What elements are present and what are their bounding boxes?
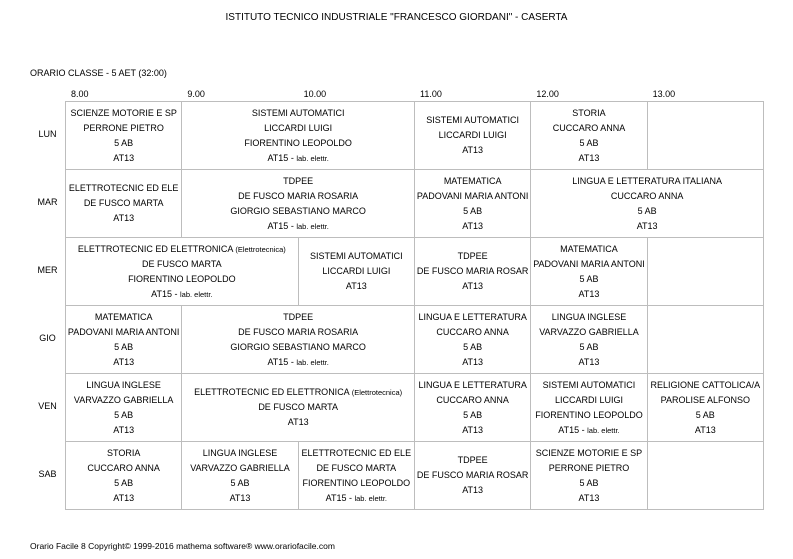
- lesson-cell: [531, 238, 647, 306]
- lesson-detail: AT13: [578, 492, 600, 503]
- subject-name: ELETTROTECNIC ED ELETTRONICA (Elettrotecnica): [194, 387, 403, 397]
- lesson-detail: 5 AB: [114, 477, 134, 488]
- lesson-cell: [66, 238, 299, 306]
- lesson-detail: PADOVANI MARIA ANTONI: [67, 326, 180, 337]
- lesson-detail: AT13: [578, 152, 600, 163]
- lesson-detail: AT13: [636, 220, 658, 231]
- subject-name: SCIENZE MOTORIE E SP: [535, 447, 643, 458]
- lesson-detail: DE FUSCO MARTA: [258, 402, 338, 412]
- school-title: ISTITUTO TECNICO INDUSTRIALE "FRANCESCO GIORDANI" - CASERTA: [225, 12, 568, 23]
- footer-copyright: Orario Facile 8 Copyright© 1999-2016 mathema software® www.orariofacile.com: [30, 541, 335, 551]
- lesson-cell: [648, 374, 764, 442]
- day-label: SAB: [38, 469, 57, 479]
- lesson-detail: AT13: [462, 220, 484, 231]
- lesson-detail: 5 AB: [579, 477, 599, 488]
- lesson-detail: PADOVANI MARIA ANTONI: [416, 190, 529, 201]
- hour-label: 10.00: [303, 89, 327, 99]
- lesson-detail: LICCARDI LUIGI: [554, 394, 623, 405]
- subject-name: MATEMATICA: [94, 311, 153, 322]
- lesson-cell: [182, 374, 415, 442]
- hour-label: 8.00: [71, 89, 89, 99]
- lesson-cell: [182, 170, 415, 238]
- lesson-detail: AT13: [113, 492, 135, 503]
- lesson-detail: AT13: [462, 145, 484, 155]
- lesson-cell: [66, 102, 182, 170]
- lesson-detail: LICCARDI LUIGI: [264, 122, 333, 133]
- lesson-cell: [182, 306, 415, 374]
- lesson-detail: AT13: [113, 424, 135, 435]
- subject-name: MATEMATICA: [443, 175, 502, 186]
- lesson-detail: FIORENTINO LEOPOLDO: [535, 409, 643, 420]
- lesson-detail: AT13: [462, 424, 484, 435]
- subject-name: LINGUA E LETTERATURA: [418, 311, 527, 322]
- lesson-detail: AT13: [113, 213, 135, 223]
- subject-name: LINGUA E LETTERATURA ITALIANA: [572, 175, 722, 186]
- lesson-detail: AT13: [462, 485, 484, 495]
- lesson-cell: [182, 102, 415, 170]
- lesson-detail: DE FUSCO MARTA: [141, 258, 222, 269]
- lesson-detail: GIORGIO SEBASTIANO MARCO: [230, 341, 366, 352]
- lesson-detail: FIORENTINO LEOPOLDO: [244, 137, 352, 148]
- day-label: VEN: [38, 401, 57, 411]
- day-label: LUN: [38, 129, 57, 139]
- lesson-detail: CUCCARO ANNA: [436, 394, 509, 405]
- lesson-detail: 5 AB: [579, 341, 599, 352]
- subject-name: TDPEE: [457, 455, 488, 465]
- lesson-cell: [66, 170, 182, 238]
- lesson-cell: [182, 442, 298, 510]
- lesson-cell: [531, 306, 647, 374]
- subject-name: ELETTROTECNIC ED ELE: [68, 183, 179, 193]
- lesson-cell: [66, 374, 182, 442]
- lesson-detail: DE FUSCO MARIA ROSARIA: [238, 190, 359, 201]
- lesson-detail: 5 AB: [230, 477, 250, 488]
- lesson-detail: DE FUSCO MARIA ROSAR: [416, 470, 529, 480]
- lesson-cell: [415, 170, 531, 238]
- lesson-detail: PADOVANI MARIA ANTONI: [533, 258, 645, 269]
- subject-name: LINGUA INGLESE: [86, 379, 161, 390]
- lesson-detail: 5 AB: [579, 273, 599, 284]
- lesson-detail: 5 AB: [637, 205, 657, 216]
- lesson-detail: AT13: [229, 492, 251, 503]
- lesson-detail: GIORGIO SEBASTIANO MARCO: [230, 205, 366, 216]
- subject-name: TDPEE: [283, 175, 314, 186]
- lesson-detail: DE FUSCO MARTA: [316, 462, 397, 473]
- lesson-cell: [531, 170, 764, 238]
- lesson-detail: 5 AB: [463, 409, 483, 420]
- lesson-detail: AT15 - lab. elettr.: [558, 424, 620, 435]
- lesson-detail: FIORENTINO LEOPOLDO: [302, 477, 411, 488]
- lesson-detail: 5 AB: [463, 341, 483, 352]
- lesson-cell: [415, 102, 531, 170]
- lesson-detail: AT15 - lab. elettr.: [151, 288, 213, 299]
- lesson-cell: [415, 306, 531, 374]
- day-label: MAR: [37, 197, 58, 207]
- lesson-detail: AT15 - lab. elettr.: [325, 492, 387, 503]
- lesson-detail: VARVAZZO GABRIELLA: [539, 326, 639, 337]
- lesson-cell: [531, 374, 647, 442]
- lesson-detail: AT13: [113, 356, 135, 367]
- hour-label: 9.00: [187, 89, 205, 99]
- lesson-detail: VARVAZZO GABRIELLA: [190, 462, 290, 473]
- lesson-detail: AT13: [694, 424, 716, 435]
- subject-name: RELIGIONE CATTOLICA/A: [650, 379, 761, 390]
- lesson-detail: AT13: [578, 288, 600, 299]
- subject-name: LINGUA INGLESE: [551, 311, 627, 322]
- lesson-cell: [299, 238, 415, 306]
- lesson-detail: 5 AB: [114, 137, 134, 148]
- empty-cell: [648, 102, 764, 170]
- lesson-detail: CUCCARO ANNA: [610, 190, 684, 201]
- lesson-cell: [415, 238, 531, 306]
- class-schedule-title: ORARIO CLASSE - 5 AET (32:00): [30, 68, 167, 78]
- hour-label: 12.00: [536, 89, 559, 99]
- lesson-detail: 5 AB: [114, 341, 134, 352]
- lesson-detail: 5 AB: [695, 409, 715, 420]
- subject-name: TDPEE: [457, 251, 488, 261]
- lesson-detail: 5 AB: [114, 409, 134, 420]
- lesson-detail: CUCCARO ANNA: [87, 462, 160, 473]
- lesson-detail: DE FUSCO MARIA ROSAR: [416, 266, 529, 276]
- subject-name: TDPEE: [283, 311, 314, 322]
- empty-cell: [648, 442, 764, 510]
- subject-name: LINGUA E LETTERATURA: [418, 379, 527, 390]
- lesson-detail: AT15 - lab. elettr.: [267, 152, 329, 163]
- lesson-cell: [531, 442, 647, 510]
- subject-name: LINGUA INGLESE: [202, 447, 278, 458]
- lesson-cell: [66, 442, 182, 510]
- subject-name: STORIA: [106, 447, 141, 458]
- subject-name: MATEMATICA: [560, 243, 618, 254]
- lesson-detail: CUCCARO ANNA: [552, 122, 626, 133]
- lesson-detail: VARVAZZO GABRIELLA: [73, 394, 174, 405]
- lesson-cell: [415, 374, 531, 442]
- empty-cell: [648, 238, 764, 306]
- subject-name: SISTEMI AUTOMATICI: [251, 107, 345, 118]
- lesson-detail: PERRONE PIETRO: [83, 122, 164, 133]
- lesson-detail: AT13: [462, 356, 484, 367]
- lesson-detail: DE FUSCO MARTA: [83, 198, 164, 208]
- lesson-detail: AT13: [345, 281, 367, 291]
- lesson-cell: [415, 442, 531, 510]
- lesson-detail: LICCARDI LUIGI: [438, 130, 507, 140]
- lesson-detail: AT13: [113, 152, 135, 163]
- subject-name: ELETTROTECNIC ED ELETTRONICA (Elettrotecnica): [77, 243, 286, 254]
- lesson-detail: AT15 - lab. elettr.: [267, 356, 329, 367]
- subject-name: SISTEMI AUTOMATICI: [542, 379, 636, 390]
- lesson-detail: AT13: [287, 417, 309, 427]
- timetable-grid: [65, 101, 764, 510]
- lesson-cell: [299, 442, 415, 510]
- day-label: GIO: [39, 333, 56, 343]
- lesson-detail: 5 AB: [579, 137, 599, 148]
- lesson-detail: DE FUSCO MARIA ROSARIA: [238, 326, 359, 337]
- subject-name: SISTEMI AUTOMATICI: [309, 251, 403, 261]
- lesson-detail: CUCCARO ANNA: [436, 326, 509, 337]
- day-label: MER: [37, 265, 58, 275]
- lesson-detail: PERRONE PIETRO: [548, 462, 630, 473]
- lesson-detail: 5 AB: [463, 205, 483, 216]
- lesson-cell: [531, 102, 647, 170]
- lesson-detail: PAROLISE ALFONSO: [660, 394, 750, 405]
- empty-cell: [648, 306, 764, 374]
- subject-name: SCIENZE MOTORIE E SP: [70, 107, 177, 118]
- subject-name: ELETTROTECNIC ED ELE: [301, 447, 412, 458]
- subject-name: STORIA: [572, 107, 606, 118]
- lesson-cell: [66, 306, 182, 374]
- hour-label: 11.00: [419, 89, 442, 99]
- lesson-detail: AT15 - lab. elettr.: [267, 220, 329, 231]
- lesson-detail: LICCARDI LUIGI: [322, 266, 391, 276]
- lesson-detail: FIORENTINO LEOPOLDO: [128, 273, 236, 284]
- lesson-detail: AT13: [578, 356, 600, 367]
- hour-label: 13.00: [652, 89, 676, 99]
- lesson-detail: AT13: [462, 281, 484, 291]
- subject-name: SISTEMI AUTOMATICI: [426, 115, 519, 125]
